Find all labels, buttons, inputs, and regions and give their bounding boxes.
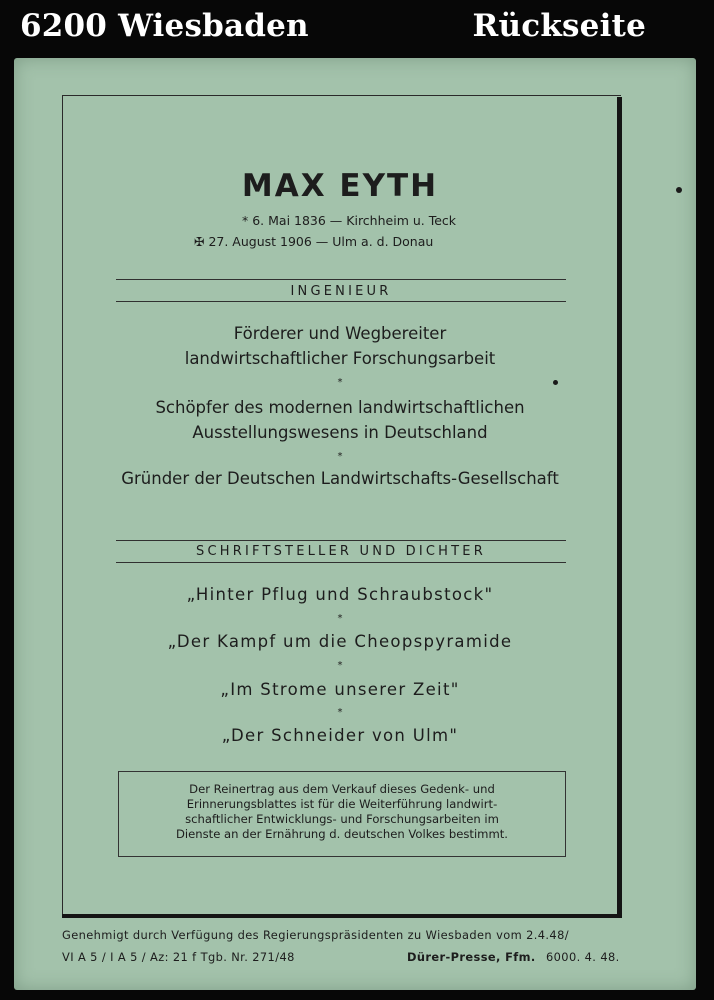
header-side-label: Rückseite <box>472 8 646 44</box>
work-title: „Hinter Pflug und Schraubstock" <box>186 585 494 604</box>
engineer-line: Gründer der Deutschen Landwirtschafts-Gesellschaft <box>121 469 559 488</box>
work-title: „Der Schneider von Ulm" <box>221 726 459 745</box>
proceeds-note-line: schaftlicher Entwicklungs- und Forschungsarbeiten im <box>185 812 499 826</box>
frame-border-bottom <box>62 914 622 918</box>
proceeds-note-line: Dienste an der Ernährung d. deutschen Volkes bestimmt. <box>176 827 508 841</box>
printer-name: Dürer-Presse, Ffm. <box>407 950 536 964</box>
card-title: MAX EYTH <box>241 168 439 204</box>
section-rule <box>116 301 566 302</box>
print-code: 6000. 4. 48. <box>546 950 620 964</box>
ink-speck <box>676 187 682 193</box>
proceeds-note-line: Erinnerungsblattes ist für die Weiterführung landwirt- <box>186 797 498 811</box>
death-line: ✠ 27. August 1906 — Ulm a. d. Donau <box>194 234 434 249</box>
star-separator: * <box>337 707 343 718</box>
star-separator: * <box>337 377 343 388</box>
frame-border-top <box>63 95 621 96</box>
proceeds-note-line: Der Reinertrag aus dem Verkauf dieses Gedenk- und <box>189 782 495 796</box>
star-separator: * <box>337 613 343 624</box>
section-rule <box>116 540 566 541</box>
section-heading-engineer: INGENIEUR <box>290 284 392 299</box>
work-title: „Im Strome unserer Zeit" <box>220 680 460 699</box>
reference-number: VI A 5 / I A 5 / Az: 21 f Tgb. Nr. 271/48 <box>62 950 295 964</box>
approval-text: Genehmigt durch Verfügung des Regierungspräsidenten zu Wiesbaden vom 2.4.48/ <box>62 928 569 942</box>
engineer-line: Schöpfer des modernen landwirtschaftlichen <box>155 398 525 417</box>
birth-line: * 6. Mai 1836 — Kirchheim u. Teck <box>242 213 457 228</box>
star-separator: * <box>337 451 343 462</box>
frame-border-left <box>62 95 63 917</box>
section-heading-writer: SCHRIFTSTELLER UND DICHTER <box>196 544 486 559</box>
engineer-line: Ausstellungswesens in Deutschland <box>192 423 488 442</box>
star-separator: * <box>337 660 343 671</box>
frame-border-right <box>617 97 622 917</box>
engineer-line: landwirtschaftlicher Forschungsarbeit <box>184 349 496 368</box>
work-title: „Der Kampf um die Cheopspyramide <box>167 632 513 651</box>
section-rule <box>116 562 566 563</box>
section-rule <box>116 279 566 280</box>
header-location: 6200 Wiesbaden <box>20 8 309 44</box>
engineer-line: Förderer und Wegbereiter <box>233 324 447 343</box>
